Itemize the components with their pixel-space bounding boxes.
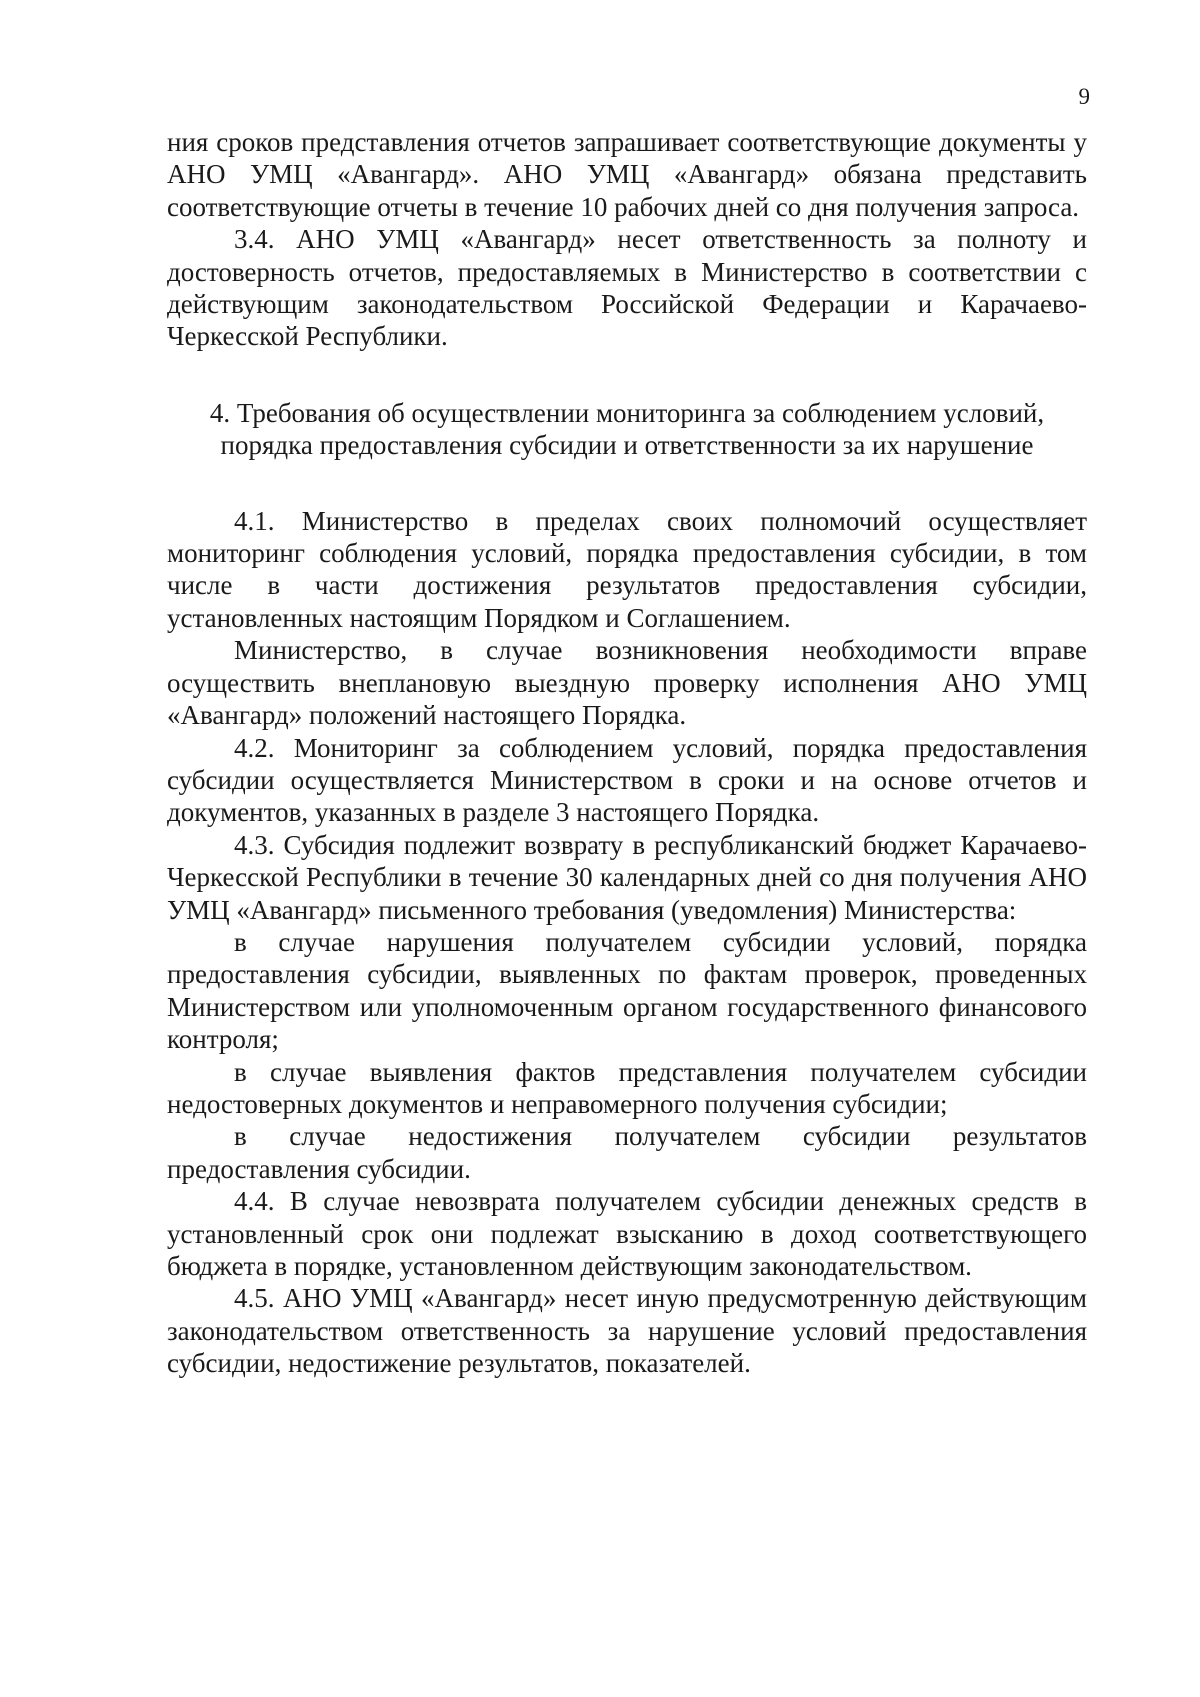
paragraph-case-false-documents: в случае выявления фактов представления получателем субсидии недостоверных документов и неправомерного получения субсидии; <box>167 1056 1087 1119</box>
paragraph-4-2: 4.2. Мониторинг за соблюдением условий, порядка предоставления субсидии осуществляется Министерством в сроки и на основе отчетов и документов, указанных в разделе 3 настоящего Порядка. <box>167 732 1087 828</box>
section-heading: 4. Требования об осуществлении мониторинга за соблюдением условий, порядка предоставления субсидии и ответственности за их нарушение <box>209 397 1045 461</box>
paragraph-case-violation: в случае нарушения получателем субсидии условий, порядка предоставления субсидии, выявленных по фактам проверок, проведенных Министерством или уполномоченным органом государственного финансового контроля; <box>167 926 1087 1055</box>
page-number: 9 <box>1078 84 1090 109</box>
paragraph-3-4: 3.4. АНО УМЦ «Авангард» несет ответственность за полноту и достоверность отчетов, предоставляемых в Министерство в соответствии с действующим законодательством Российской Федерации и Карачаево-Черкесской Республики. <box>167 224 1087 352</box>
paragraph-inspection: Министерство, в случае возникновения необходимости вправе осуществить внеплановую выездную проверку исполнения АНО УМЦ «Авангард» положений настоящего Порядка. <box>167 635 1087 731</box>
paragraph-4-4: 4.4. В случае невозврата получателем субсидии денежных средств в установленный срок они подлежат взысканию в доход соответствующего бюджета в порядке, установленном действующим законодательством. <box>167 1186 1087 1281</box>
paragraph-4-5: 4.5. АНО УМЦ «Авангард» несет иную предусмотренную действующим законодательством ответственность за нарушение условий предоставления субсидии, недостижение результатов, показателей. <box>167 1283 1087 1379</box>
paragraph-4-1: 4.1. Министерство в пределах своих полномочий осуществляет мониторинг соблюдения условий, порядка предоставления субсидии, в том числе в части достижения результатов предоставления субсидии, установленных настоящим Порядком и Соглашением. <box>167 505 1087 633</box>
paragraph-case-results: в случае недостижения получателем субсидии результатов предоставления субсидии. <box>167 1121 1087 1184</box>
paragraph-4-3: 4.3. Субсидия подлежит возврату в республиканский бюджет Карачаево-Черкесской Республики в течение 30 календарных дней со дня получения АНО УМЦ «Авангард» письменного требования (уведомления) Министерства: <box>167 829 1087 925</box>
paragraph-continuation: ния сроков представления отчетов запрашивает соответствующие документы у АНО УМЦ «Авангард». АНО УМЦ «Авангард» обязана представить соответствующие отчеты в течение 10 рабочих дней со дня получения запроса. <box>167 127 1087 222</box>
document-body <box>167 126 1087 1380</box>
